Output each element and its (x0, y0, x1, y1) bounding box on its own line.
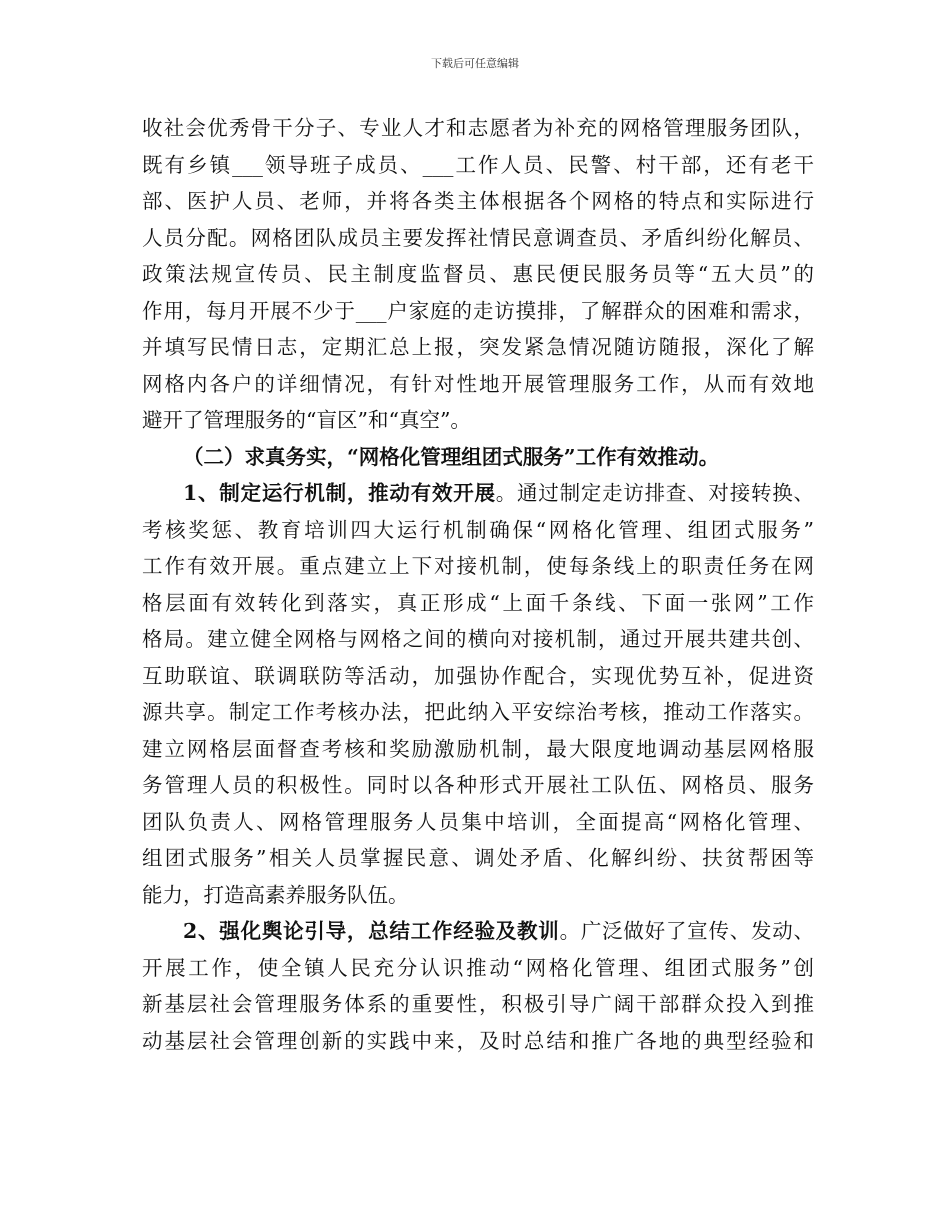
text-line: 作用，每月开展不少于___户家庭的走访摸排，了解群众的困难和需求， (142, 298, 814, 323)
paragraph-item-1 (142, 475, 814, 913)
text-line: 收社会优秀骨干分子、专业人才和志愿者为补充的网格管理服务团队， (142, 116, 814, 140)
text-line: 人员分配。网格团队成员主要发挥社情民意调查员、矛盾纠纷化解员、 (142, 225, 814, 250)
item-text: 。广泛做好了宣传、发动、 (559, 919, 815, 943)
paragraph-item-2 (142, 913, 814, 1059)
text-line: 团队负责人、网格管理服务人员集中培训，全面提高“网格化管理、 (142, 809, 814, 834)
text-line: 互助联谊、联调联防等活动，加强协作配合，实现优势互补，促进资 (142, 663, 814, 688)
text-line: 开展工作，使全镇人民充分认识推动“网格化管理、组团式服务”创 (142, 955, 814, 980)
text-line: 政策法规宣传员、民主制度监督员、惠民便民服务员等“五大员”的 (142, 262, 814, 286)
item-first-line (142, 475, 814, 512)
item-title: 1、制定运行机制，推动有效开展 (183, 481, 496, 505)
item-title: 2、强化舆论引导，总结工作经验及教训 (183, 919, 560, 943)
text-line: 部、医护人员、老师，并将各类主体根据各个网格的特点和实际进行 (142, 189, 814, 213)
text-line: 能力，打造高素养服务队伍。 (142, 882, 409, 907)
text-line: 考核奖惩、教育培训四大运行机制确保“网格化管理、组团式服务” (142, 517, 814, 542)
text-line: 网格内各户的详细情况，有针对性地开展管理服务工作，从而有效地 (142, 371, 814, 396)
text-line: 避开了管理服务的“盲区”和“真空”。 (142, 408, 471, 432)
text-line: 新基层社会管理服务体系的重要性，积极引导广阔干部群众投入到推 (142, 992, 814, 1016)
item-text: 。通过制定走访排查、对接转换、 (495, 481, 814, 505)
text-line: 格层面有效转化到落实，真正形成“上面千条线、下面一张网”工作 (142, 590, 814, 615)
text-line: 建立网格层面督查考核和奖励激励机制，最大限度地调动基层网格服 (142, 736, 814, 761)
text-line: 既有乡镇___领导班子成员、___工作人员、民警、村干部，还有老干 (142, 152, 814, 177)
text-line: 动基层社会管理创新的实践中来，及时总结和推广各地的典型经验和 (142, 1028, 814, 1053)
text-line: 并填写民情日志，定期汇总上报，突发紧急情况随访随报，深化了解 (142, 335, 814, 359)
paragraph-team (142, 110, 814, 439)
item-first-line (142, 913, 814, 950)
text-line: 源共享。制定工作考核办法，把此纳入平安综治考核，推动工作落实。 (142, 700, 814, 724)
page-header: 下载后可任意编辑 (431, 57, 519, 70)
text-line: 格局。建立健全网格与网格之间的横向对接机制，通过开展共建共创、 (142, 627, 814, 651)
text-line: 工作有效开展。重点建立上下对接机制，使每条线上的职责任务在网 (142, 554, 814, 578)
text-line: 组团式服务”相关人员掌握民意、调处矛盾、化解纠纷、扶贫帮困等 (142, 846, 814, 870)
document-body (142, 110, 814, 1059)
text-line: 务管理人员的积极性。同时以各种形式开展社工队伍、网格员、服务 (142, 773, 814, 797)
section-heading: （二）求真务实，“网格化管理组团式服务”工作有效推动。 (183, 444, 720, 469)
